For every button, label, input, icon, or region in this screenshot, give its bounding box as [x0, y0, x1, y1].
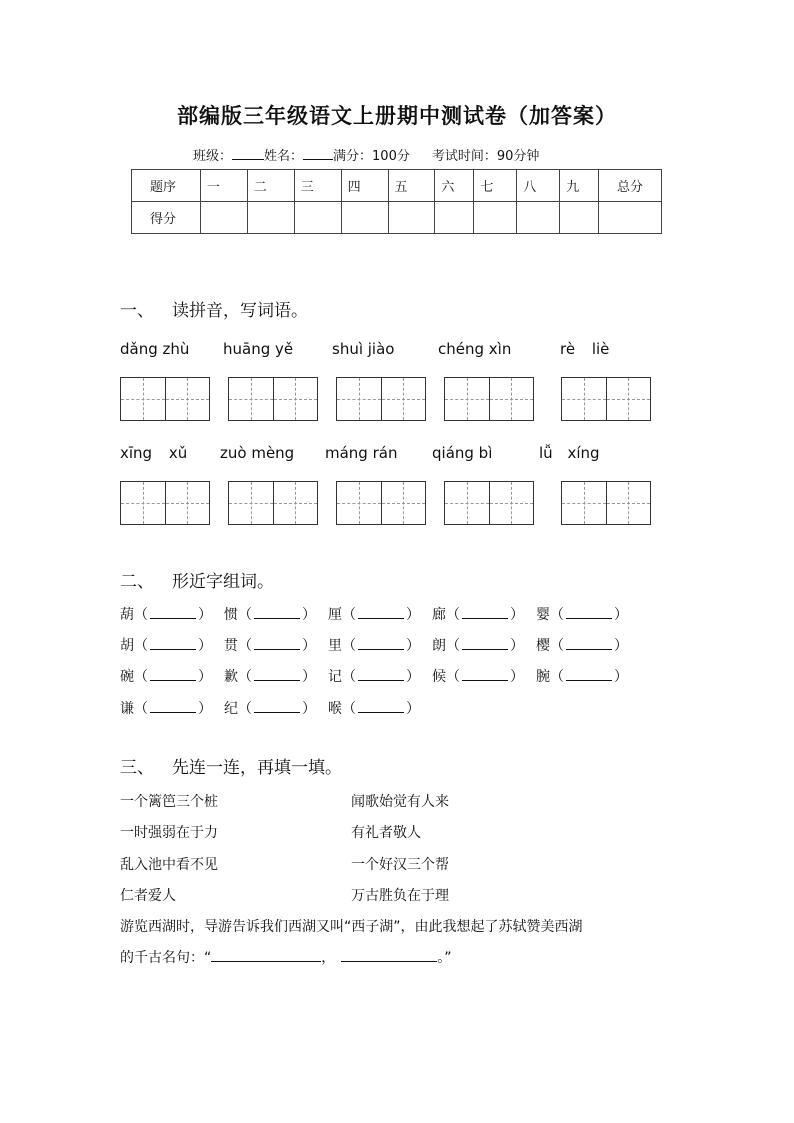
section1-title: 读拼音，写词语。 [172, 301, 308, 321]
word-form-char: 贯 [224, 638, 238, 654]
word-form-item [328, 666, 420, 686]
pinyin-label: qiáng bì [432, 444, 493, 462]
writing-grid[interactable] [561, 377, 651, 421]
word-form-char: 厘 [328, 607, 342, 623]
word-form-item [224, 604, 316, 624]
paren-open: （ [550, 607, 564, 623]
word-form-item [432, 635, 524, 655]
paren-open: （ [446, 669, 460, 685]
class-label: 班级： [193, 149, 233, 164]
word-form-char: 候 [432, 669, 446, 685]
page-title: 部编版三年级语文上册期中测试卷（加答案） [177, 103, 617, 128]
word-form-blank[interactable] [358, 606, 404, 619]
paren-open: （ [238, 669, 252, 685]
score-cell[interactable] [599, 202, 662, 234]
writing-grid[interactable] [120, 377, 210, 421]
word-form-blank[interactable] [358, 700, 404, 713]
word-form-item [224, 698, 316, 718]
word-form-blank[interactable] [254, 637, 300, 650]
word-form-item [120, 666, 212, 686]
match-right-item[interactable]: 有礼者敬人 [351, 825, 421, 841]
paren-open: （ [342, 701, 356, 717]
word-form-item [432, 604, 524, 624]
name-label: 姓名： [264, 149, 304, 164]
paren-open: （ [238, 607, 252, 623]
pinyin-label: zuò mèng [220, 444, 295, 462]
full-score: 满分：100分 [333, 149, 410, 164]
match-left-item[interactable]: 乱入池中看不见 [120, 857, 218, 873]
score-header-cell: 九 [560, 170, 599, 202]
paren-close: ） [302, 638, 316, 654]
writing-grid[interactable] [228, 377, 318, 421]
word-form-char: 碗 [120, 669, 134, 685]
paren-open: （ [134, 607, 148, 623]
fill-blank-2[interactable] [341, 949, 437, 962]
pinyin-label: huāng yě [223, 340, 294, 358]
paren-open: （ [342, 669, 356, 685]
fill-prefix: 的千古名句：“ [120, 950, 212, 966]
word-form-blank[interactable] [150, 606, 196, 619]
pinyin-label: xīng xǔ [120, 444, 188, 462]
paren-open: （ [134, 701, 148, 717]
word-form-item [536, 666, 628, 686]
word-form-char: 喉 [328, 701, 342, 717]
word-form-char: 记 [328, 669, 342, 685]
match-right-item[interactable]: 一个好汉三个帮 [351, 857, 449, 873]
word-form-char: 胡 [120, 638, 134, 654]
word-form-char: 里 [328, 638, 342, 654]
fill-paragraph-line2 [120, 947, 452, 967]
section3-number: 三、 [120, 758, 154, 778]
word-form-item [120, 604, 212, 624]
fill-end: 。” [437, 950, 452, 966]
score-header-cell: 八 [517, 170, 560, 202]
score-cell[interactable] [200, 202, 247, 234]
word-form-item [120, 698, 212, 718]
name-blank[interactable] [303, 147, 333, 160]
score-table [131, 169, 662, 234]
word-form-blank[interactable] [150, 668, 196, 681]
section3-title: 先连一连，再填一填。 [172, 758, 342, 778]
writing-grid[interactable] [444, 481, 534, 525]
score-table-score-row [132, 202, 662, 234]
score-header-cell: 一 [200, 170, 247, 202]
paren-close: ） [302, 607, 316, 623]
word-form-char: 葫 [120, 607, 134, 623]
match-left-item[interactable]: 一个篱笆三个桩 [120, 794, 218, 810]
word-form-char: 惯 [224, 607, 238, 623]
paren-close: ） [198, 607, 212, 623]
section1-number: 一、 [120, 301, 154, 321]
paren-close: ） [198, 701, 212, 717]
paren-close: ） [614, 607, 628, 623]
score-header-cell: 五 [388, 170, 435, 202]
word-form-item [224, 666, 316, 686]
pinyin-label: chéng xìn [438, 340, 512, 358]
score-cell[interactable] [294, 202, 341, 234]
paren-open: （ [446, 638, 460, 654]
word-form-char: 谦 [120, 701, 134, 717]
fill-paragraph-line1: 游览西湖时，导游告诉我们西湖又叫“西子湖”，由此我想起了苏轼赞美西湖 [120, 919, 583, 935]
score-header-cell: 六 [435, 170, 474, 202]
score-cell[interactable] [388, 202, 435, 234]
word-form-blank[interactable] [566, 606, 612, 619]
section2-title: 形近字组词。 [172, 572, 274, 592]
paren-open: （ [238, 638, 252, 654]
word-form-char: 樱 [536, 638, 550, 654]
paren-open: （ [134, 638, 148, 654]
paren-close: ） [406, 701, 420, 717]
word-form-char: 廊 [432, 607, 446, 623]
score-cell[interactable] [247, 202, 294, 234]
paren-close: ） [406, 607, 420, 623]
score-header-cell: 二 [247, 170, 294, 202]
match-left-item[interactable]: 仁者爱人 [120, 888, 176, 904]
writing-grid[interactable] [228, 481, 318, 525]
paren-close: ） [510, 669, 524, 685]
section2-heading [120, 567, 274, 592]
word-form-blank[interactable] [358, 668, 404, 681]
word-form-item [120, 635, 212, 655]
match-right-item[interactable]: 万古胜负在于理 [351, 888, 449, 904]
pinyin-label: dǎng zhù [120, 340, 190, 358]
score-header-cell: 三 [294, 170, 341, 202]
paren-open: （ [134, 669, 148, 685]
score-header-cell: 总分 [599, 170, 662, 202]
paren-close: ） [614, 669, 628, 685]
score-row-label: 得分 [132, 202, 201, 234]
paren-close: ） [406, 669, 420, 685]
paren-close: ） [614, 638, 628, 654]
paren-close: ） [406, 638, 420, 654]
fill-comma: ， [321, 950, 336, 966]
fill-blank-1[interactable] [211, 949, 321, 962]
word-form-blank[interactable] [254, 606, 300, 619]
word-form-item [328, 604, 420, 624]
word-form-blank[interactable] [254, 668, 300, 681]
score-header-cell: 四 [341, 170, 388, 202]
pinyin-label: lǚ xíng [539, 444, 600, 462]
match-right-item[interactable]: 闻歌始觉有人来 [351, 794, 449, 810]
paren-open: （ [342, 607, 356, 623]
paren-close: ） [198, 669, 212, 685]
score-cell[interactable] [560, 202, 599, 234]
writing-grid[interactable] [120, 481, 210, 525]
writing-grid[interactable] [561, 481, 651, 525]
section2-number: 二、 [120, 572, 154, 592]
writing-grid[interactable] [336, 481, 426, 525]
paren-close: ） [198, 638, 212, 654]
section1-heading [120, 296, 308, 321]
word-form-char: 朗 [432, 638, 446, 654]
score-header-cell: 题序 [132, 170, 201, 202]
word-form-char: 腕 [536, 669, 550, 685]
paren-open: （ [238, 701, 252, 717]
match-left-item[interactable]: 一时强弱在于力 [120, 825, 218, 841]
word-form-item [432, 666, 524, 686]
word-form-item [328, 698, 420, 718]
word-form-item [536, 635, 628, 655]
paren-open: （ [550, 638, 564, 654]
word-form-blank[interactable] [566, 668, 612, 681]
word-form-blank[interactable] [358, 637, 404, 650]
word-form-blank[interactable] [150, 700, 196, 713]
word-form-item [328, 635, 420, 655]
score-header-cell: 七 [474, 170, 517, 202]
exam-time: 考试时间：90分钟 [431, 149, 540, 164]
paren-close: ） [510, 607, 524, 623]
paren-close: ） [510, 638, 524, 654]
paren-open: （ [550, 669, 564, 685]
exam-info [193, 145, 539, 164]
class-blank[interactable] [232, 147, 264, 160]
paren-close: ） [302, 669, 316, 685]
word-form-char: 纪 [224, 701, 238, 717]
writing-grid[interactable] [444, 377, 534, 421]
word-form-item [536, 604, 628, 624]
paren-open: （ [446, 607, 460, 623]
word-form-blank[interactable] [462, 606, 508, 619]
pinyin-label: rè liè [560, 340, 610, 358]
word-form-blank[interactable] [462, 637, 508, 650]
word-form-item [224, 635, 316, 655]
word-form-blank[interactable] [462, 668, 508, 681]
writing-grid[interactable] [336, 377, 426, 421]
pinyin-label: shuì jiào [332, 340, 395, 358]
paren-open: （ [342, 638, 356, 654]
paren-close: ） [302, 701, 316, 717]
word-form-blank[interactable] [254, 700, 300, 713]
section3-heading [120, 753, 342, 778]
score-table-header-row [132, 170, 662, 202]
score-cell[interactable] [517, 202, 560, 234]
word-form-blank[interactable] [150, 637, 196, 650]
score-cell[interactable] [341, 202, 388, 234]
word-form-blank[interactable] [566, 637, 612, 650]
word-form-char: 歉 [224, 669, 238, 685]
score-cell[interactable] [435, 202, 474, 234]
score-cell[interactable] [474, 202, 517, 234]
word-form-char: 婴 [536, 607, 550, 623]
pinyin-label: máng rán [325, 444, 398, 462]
